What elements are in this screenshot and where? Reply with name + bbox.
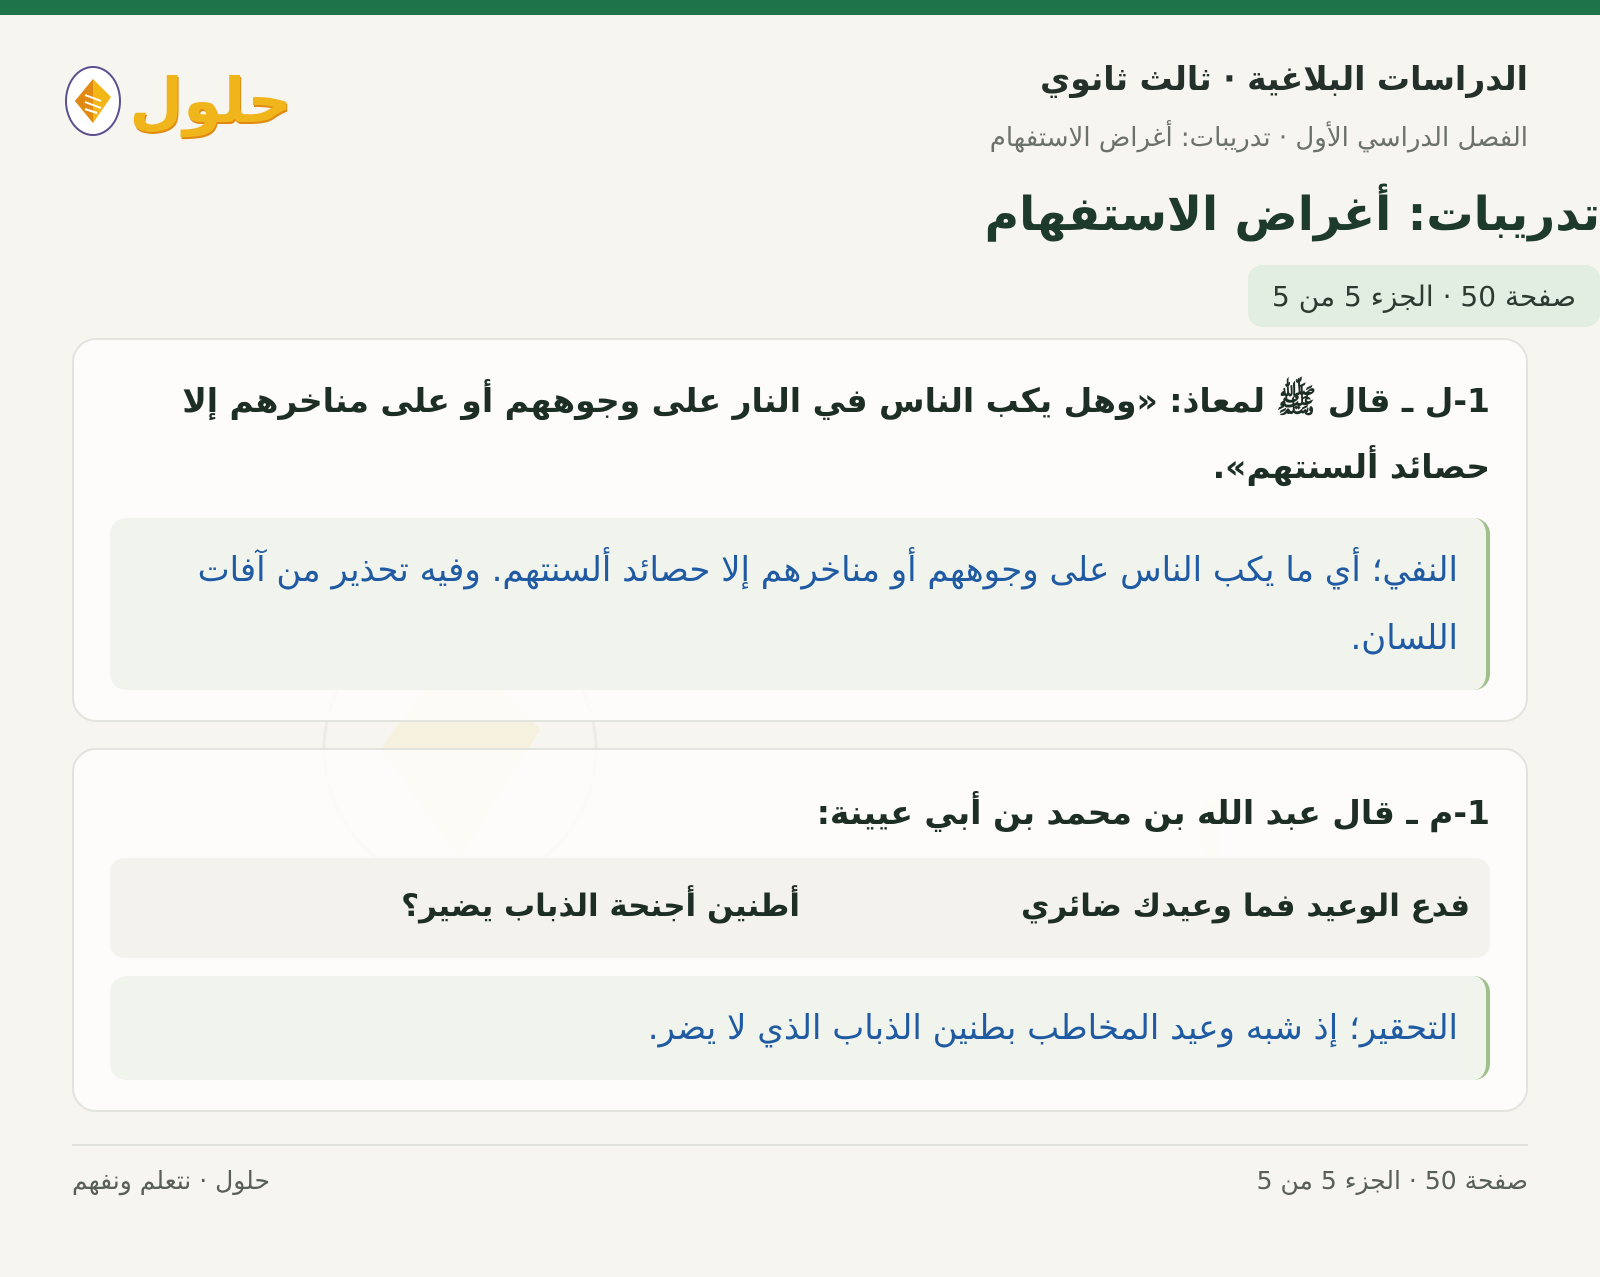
header [72,15,1528,165]
question-card-2 [72,748,1528,1112]
question-card-1 [72,338,1528,722]
answer-box: التحقير؛ إذ شبه وعيد المخاطب بطنين الذباب الذي لا يضر. [110,976,1490,1080]
footer-brand: حلول · نتعلم ونفهم [72,1166,270,1195]
question-text: 1-م ـ قال عبد الله بن محمد بن أبي عيينة: [816,793,1490,832]
page-badge: صفحة 50 · الجزء 5 من 5 [1248,265,1600,327]
page-title: تدريبات: أغراض الاستفهام [984,187,1600,242]
logo-text: حلول [129,64,292,137]
footer-page-info: صفحة 50 · الجزء 5 من 5 [1256,1166,1528,1195]
verse-second-hemistich: أطنين أجنحة الذباب يضير؟ [401,888,800,924]
book-logo-icon [65,66,121,136]
poetry-verse [110,858,1490,958]
question-text: 1-ل ـ قال ﷺ لمعاذ: «وهل يكب الناس في النار على وجوههم أو على مناخرهم إلا حصائد ألسنتهم». [182,381,1490,486]
breadcrumb[interactable]: الفصل الدراسي الأول · تدريبات: أغراض الاستفهام [989,123,1528,153]
footer-divider [72,1144,1528,1146]
course-title: الدراسات البلاغية · ثالث ثانوي [1039,59,1528,98]
verse-first-hemistich: فدع الوعيد فما وعيدك ضائري [1020,888,1470,924]
logo[interactable] [72,61,292,141]
answer-box: النفي؛ أي ما يكب الناس على وجوههم أو مناخرهم إلا حصائد ألسنتهم. وفيه تحذير من آفات اللسان. [110,518,1490,690]
top-accent-bar [0,0,1600,15]
